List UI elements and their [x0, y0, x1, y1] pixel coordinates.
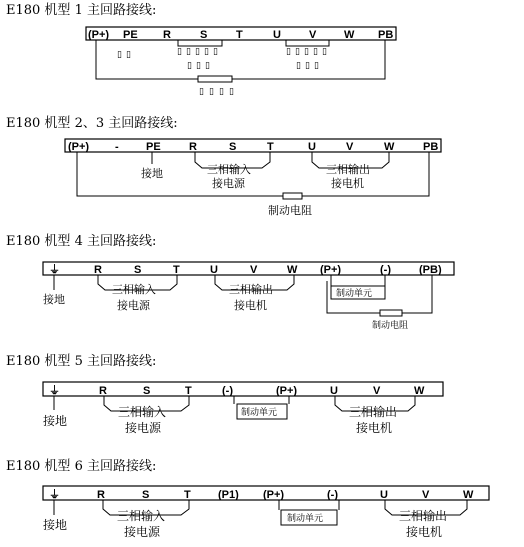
terminal-v: V [373, 385, 381, 397]
section-5-output-line1: 三相输出 [399, 509, 448, 523]
section-3-output-line1: 三相输出 [229, 283, 273, 296]
section-5-title: E180 机型 6 主回路接线: [6, 459, 157, 474]
section-1-placeholder-glyphs [117, 47, 327, 97]
glyph: ▯ [209, 87, 214, 97]
section-5-brake-unit-leads [279, 500, 339, 510]
section-2-input-line1: 三相输入 [207, 163, 251, 176]
terminal-minus: (-) [222, 385, 233, 397]
glyph: ▯ [296, 61, 301, 71]
ground-icon: ⏚ [49, 385, 60, 397]
section-1-terminals [88, 29, 393, 41]
section-2-brake-wire [77, 152, 429, 196]
section-2-title: E180 机型 2、3 主回路接线: [6, 116, 178, 131]
glyph: ▯ [187, 61, 192, 71]
section-4-input-line2: 接电源 [125, 421, 162, 435]
glyph: ▯ [177, 47, 182, 57]
terminal-pb: PB [378, 29, 394, 41]
glyph: ▯ [219, 87, 224, 97]
section-1-title: E180 机型 1 主回路接线: [6, 3, 157, 18]
terminal-w: W [344, 29, 355, 41]
section-4-output-line2: 接电机 [356, 421, 393, 435]
terminal-r: R [163, 29, 171, 41]
section-1-brake-resistor [198, 76, 232, 82]
section-1-brake-wire [96, 40, 385, 79]
terminal-w: W [463, 489, 474, 501]
section-2 [6, 115, 441, 217]
section-2-ground-label: 接地 [141, 167, 163, 180]
terminal-r: R [99, 385, 107, 397]
glyph: ▯ [322, 47, 327, 57]
section-3-brake-resistor [380, 310, 402, 316]
terminal-pb: PB [423, 141, 439, 153]
terminal-p-plus: (P+) [88, 29, 110, 41]
glyph: ▯ [295, 47, 300, 57]
terminal-t: T [184, 489, 191, 501]
section-3-resistor-label: 制动电阻 [372, 321, 409, 331]
terminal-p-plus: (P+) [263, 489, 285, 501]
terminal-s: S [229, 141, 237, 153]
terminal-w: W [414, 385, 425, 397]
terminal-u: U [273, 29, 281, 41]
section-3 [6, 233, 454, 331]
section-4-title: E180 机型 5 主回路接线: [6, 354, 157, 369]
glyph: ▯ [314, 61, 319, 71]
terminal-w: W [384, 141, 395, 153]
terminal-p1: (P1) [218, 489, 239, 501]
glyph: ▯ [304, 47, 309, 57]
section-2-output-line2: 接电机 [331, 177, 364, 190]
terminal-w: W [287, 264, 298, 276]
glyph: ▯ [199, 87, 204, 97]
section-5-ground-label: 接地 [43, 518, 68, 532]
terminal-r: R [94, 264, 102, 276]
terminal-pe: PE [146, 141, 161, 153]
section-3-input-line1: 三相输入 [112, 283, 156, 296]
terminal-s: S [142, 489, 150, 501]
terminal-s: S [134, 264, 142, 276]
terminal-s: S [143, 385, 151, 397]
section-4-output-line1: 三相输出 [349, 405, 398, 419]
glyph: ▯ [196, 61, 201, 71]
terminal-u: U [330, 385, 338, 397]
section-4-brake-unit-leads [234, 396, 289, 404]
section-5-input-line2: 接电源 [124, 525, 161, 539]
terminal-t: T [185, 385, 192, 397]
section-3-brake-unit-label: 制动单元 [336, 289, 373, 299]
glyph: ▯ [195, 47, 200, 57]
terminal-v: V [346, 141, 354, 153]
terminal-u: U [210, 264, 218, 276]
terminal-v: V [309, 29, 317, 41]
terminal-t: T [236, 29, 243, 41]
terminal-s: S [200, 29, 208, 41]
section-3-brake-unit-leads [331, 275, 385, 286]
glyph: ▯ [313, 47, 318, 57]
section-3-ground-label: 接地 [43, 293, 65, 306]
terminal-minus: (-) [327, 489, 338, 501]
terminal-minus: - [115, 141, 119, 153]
terminal-u: U [308, 141, 316, 153]
terminal-p-plus: (P+) [68, 141, 90, 153]
terminal-v: V [250, 264, 258, 276]
terminal-v: V [422, 489, 430, 501]
section-3-title: E180 机型 4 主回路接线: [6, 234, 157, 249]
section-1 [6, 2, 396, 97]
terminal-pe: PE [123, 29, 138, 41]
section-5-output-line2: 接电机 [406, 525, 443, 539]
terminal-p-plus: (P+) [320, 264, 342, 276]
terminal-minus: (-) [380, 264, 391, 276]
glyph: ▯ [213, 47, 218, 57]
section-4-input-line1: 三相输入 [118, 405, 167, 419]
section-2-brake-resistor [283, 193, 302, 199]
glyph: ▯ [205, 61, 210, 71]
terminal-p-plus: (P+) [276, 385, 298, 397]
section-2-input-line2: 接电源 [212, 177, 245, 190]
section-3-output-line2: 接电机 [234, 299, 267, 312]
section-2-output-line1: 三相输出 [326, 163, 370, 176]
section-5-input-line1: 三相输入 [117, 509, 166, 523]
glyph: ▯ [186, 47, 191, 57]
section-4 [6, 353, 443, 435]
section-5-brake-unit-label: 制动单元 [287, 514, 324, 524]
terminal-r: R [189, 141, 197, 153]
glyph: ▯ [204, 47, 209, 57]
section-3-input-line2: 接电源 [117, 299, 150, 312]
glyph: ▯ [126, 50, 131, 60]
glyph: ▯ [229, 87, 234, 97]
section-4-brake-unit-label: 制动单元 [241, 408, 278, 418]
ground-icon: ⏚ [49, 489, 60, 501]
section-5 [6, 458, 489, 539]
glyph: ▯ [286, 47, 291, 57]
section-3-terminal-strip [43, 262, 454, 275]
section-1-output-bracket [286, 40, 329, 46]
glyph: ▯ [305, 61, 310, 71]
terminal-t: T [267, 141, 274, 153]
ground-icon: ⏚ [49, 264, 60, 276]
section-2-resistor-label: 制动电阻 [268, 204, 312, 217]
terminal-t: T [173, 264, 180, 276]
glyph: ▯ [117, 50, 122, 60]
terminal-pb: (PB) [419, 264, 442, 276]
section-4-ground-label: 接地 [43, 414, 68, 428]
terminal-r: R [97, 489, 105, 501]
terminal-u: U [380, 489, 388, 501]
